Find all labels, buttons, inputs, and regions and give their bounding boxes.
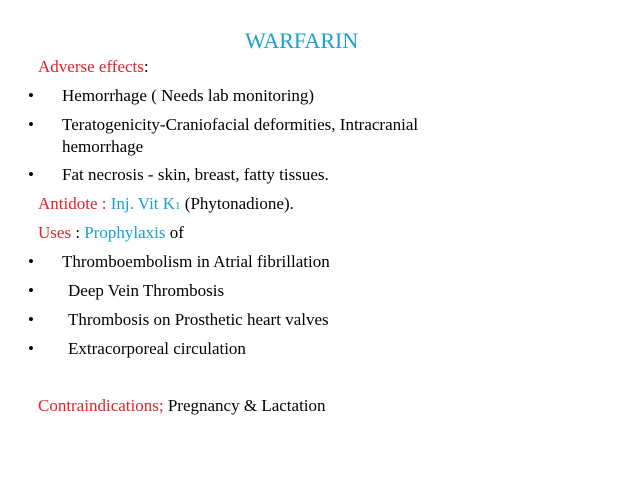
uses-item-extracorporeal: Extracorporeal circulation <box>68 339 246 358</box>
bullet-icon: • <box>28 310 34 329</box>
bullet-icon: • <box>28 86 34 105</box>
uses-colon: : <box>71 223 85 242</box>
uses-item-prosthetic-valves: Thrombosis on Prosthetic heart valves <box>68 310 329 329</box>
uses-of: of <box>165 223 184 242</box>
antidote-colon: : <box>97 194 107 213</box>
bullet-icon: • <box>28 281 34 300</box>
contraindications-label: Contraindications; <box>38 396 164 415</box>
uses-item-thromboembolism: Thromboembolism in Atrial fibrillation <box>62 252 330 271</box>
antidote-drug: Inj. Vit K <box>110 194 176 213</box>
adverse-effects-heading <box>38 56 149 78</box>
adverse-item-hemorrhage: Hemorrhage ( Needs lab monitoring) <box>62 86 315 105</box>
uses-item-dvt: Deep Vein Thrombosis <box>68 281 225 300</box>
bullet-icon: • <box>28 252 34 271</box>
adverse-effects-label: Adverse effects <box>38 57 144 76</box>
bullet-icon: • <box>28 115 34 134</box>
antidote-sub: 1 <box>175 200 181 212</box>
uses-prophylaxis: Prophylaxis <box>84 223 166 242</box>
adverse-item-teratogenicity-cont: hemorrhage <box>62 137 144 156</box>
bullet-icon: • <box>28 339 34 358</box>
adverse-item-fat-necrosis: Fat necrosis - skin, breast, fatty tissues. <box>62 165 329 184</box>
uses-label: Uses <box>38 223 72 242</box>
antidote-line <box>38 193 294 217</box>
antidote-label: Antidote <box>38 194 98 213</box>
adverse-item-teratogenicity: Teratogenicity-Craniofacial deformities, Intracranial <box>62 115 419 134</box>
slide-title: WARFARIN <box>245 28 359 53</box>
bullet-icon: • <box>28 165 34 184</box>
adverse-effects-colon: : <box>143 57 149 76</box>
uses-line <box>38 222 184 244</box>
contraindications-text: Pregnancy & Lactation <box>163 396 326 415</box>
antidote-rest: (Phytonadione). <box>180 194 294 213</box>
contraindications-line <box>38 395 326 417</box>
